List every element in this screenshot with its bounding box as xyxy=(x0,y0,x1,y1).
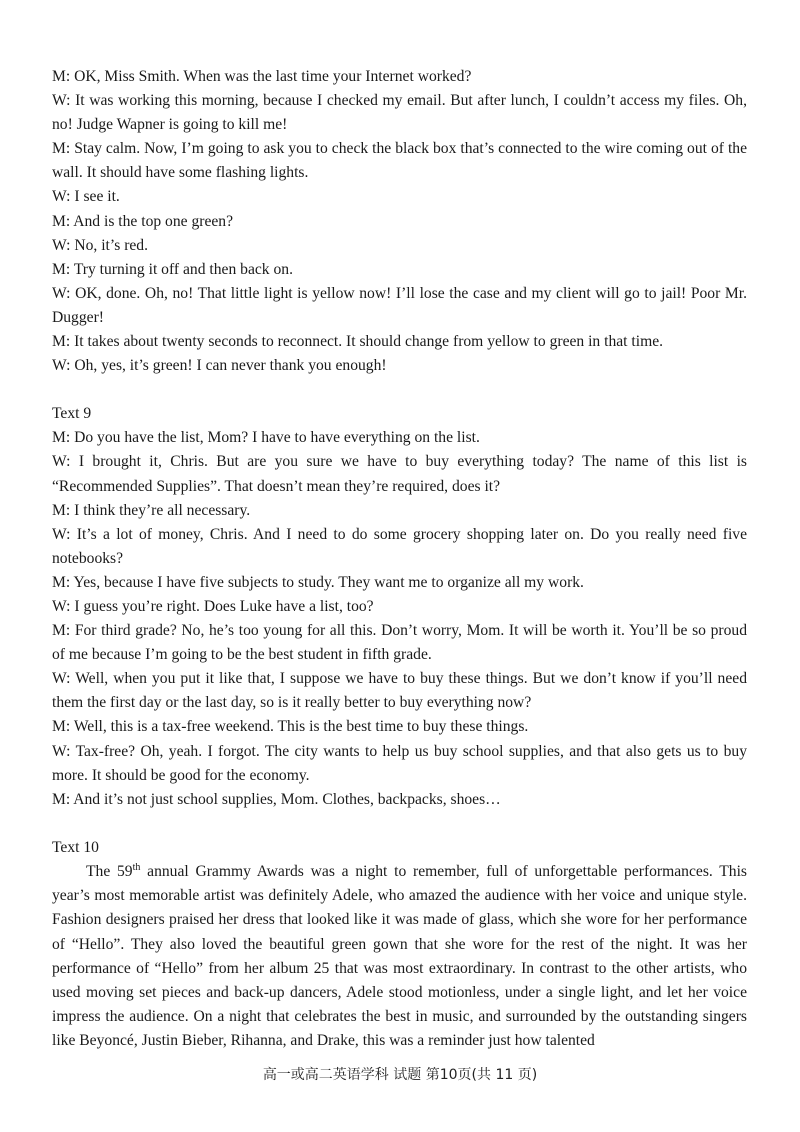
passage-paragraph xyxy=(52,860,747,1054)
section-gap xyxy=(52,378,747,402)
dialogue-line: W: I see it. xyxy=(52,188,120,206)
dialogue-line: W: It was working this morning, because I checked my email. But after lunch, I couldn’t access my files. Oh, no! Judge Wapner is going to kill me! xyxy=(52,92,747,134)
page-content xyxy=(52,65,747,1054)
dialogue-line: M: For third grade? No, he’s too young for all this. Don’t worry, Mom. It will be worth it. You’ll be so proud of me because I’m going to be the best student in fifth grade. xyxy=(52,622,747,664)
dialogue-line: W: Well, when you put it like that, I suppose we have to buy these things. But we don’t know if you’ll need them the first day or the last day, so is it really better to buy everything now? xyxy=(52,670,747,712)
dialogue-line: M: Yes, because I have five subjects to study. They want me to organize all my work. xyxy=(52,573,584,591)
ordinal-suffix: th xyxy=(132,861,141,873)
dialogue-line: M: Try turning it off and then back on. xyxy=(52,260,293,278)
paragraph-text: annual Grammy Awards was a night to remember, full of unforgettable performances. This year’s most memorable artist was definitely Adele, who amazed the audience with her voice and unique style. Fashion designers praised her dress that looked like it was made of glass, which she wore for her performance of “Hello”. They also loved the beautiful green gown that she wore for the rest of the night. It was her performance of “Hello” from her album 25 that was most extraordinary. In contrast to the other artists, who used moving set pieces and back-up dancers, Adele stood motionless, under a single light, and let her voice impress the audience. On a night that celebrates the best in music, and surrounded by the outstanding singers like Beyoncé, Justin Bieber, Rihanna, and Drake, this was a reminder just how talented xyxy=(52,862,747,1050)
dialogue-line: W: It’s a lot of money, Chris. And I need to do some grocery shopping later on. Do you really need five notebooks? xyxy=(52,525,747,567)
paragraph-start: The 59 xyxy=(86,862,133,880)
dialogue-line: W: I guess you’re right. Does Luke have a list, too? xyxy=(52,597,374,615)
page-footer: 高一或高二英语学科 试题 第10页(共 11 页) xyxy=(262,1067,538,1083)
dialogue-line: W: Oh, yes, it’s green! I can never thank you enough! xyxy=(52,357,387,375)
dialogue-line: W: I brought it, Chris. But are you sure we have to buy everything today? The name of this list is “Recommended Supplies”. That doesn’t mean they’re required, does it? xyxy=(52,453,747,495)
dialogue-line: M: Stay calm. Now, I’m going to ask you to check the black box that’s connected to the wire coming out of the wall. It should have some flashing lights. xyxy=(52,140,747,182)
dialogue-line: W: OK, done. Oh, no! That little light is yellow now! I’ll lose the case and my client will go to jail! Poor Mr. Dugger! xyxy=(52,284,747,326)
dialogue-line: W: No, it’s red. xyxy=(52,236,148,254)
section-title: Text 10 xyxy=(52,838,99,856)
dialogue-line: M: OK, Miss Smith. When was the last time your Internet worked? xyxy=(52,68,472,85)
section-title: Text 9 xyxy=(52,405,92,423)
dialogue-line: W: Tax-free? Oh, yeah. I forgot. The city wants to help us buy school supplies, and that also gets us to buy more. It should be good for the economy. xyxy=(52,742,747,784)
dialogue-line: M: And it’s not just school supplies, Mom. Clothes, backpacks, shoes… xyxy=(52,790,501,808)
dialogue-line: M: It takes about twenty seconds to reconnect. It should change from yellow to green in that time. xyxy=(52,333,664,351)
text10-section xyxy=(52,836,747,1054)
text9-section xyxy=(52,402,747,812)
text8-dialogue xyxy=(52,65,747,378)
dialogue-line: M: I think they’re all necessary. xyxy=(52,501,251,519)
dialogue-line: M: Do you have the list, Mom? I have to have everything on the list. xyxy=(52,429,480,447)
section-gap xyxy=(52,812,747,836)
dialogue-line: M: Well, this is a tax-free weekend. This is the best time to buy these things. xyxy=(52,718,529,736)
dialogue-line: M: And is the top one green? xyxy=(52,212,234,230)
